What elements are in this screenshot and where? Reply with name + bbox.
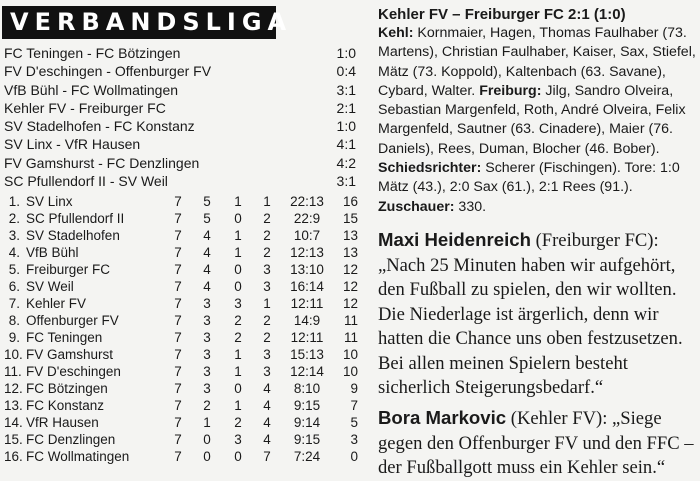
quote-markovic bbox=[378, 406, 696, 481]
table-points: 12 bbox=[342, 279, 358, 294]
table-team: VfR Hausen bbox=[26, 415, 99, 430]
table-lost: 1 bbox=[263, 296, 271, 311]
table-goals: 12:14 bbox=[290, 364, 324, 379]
table-row bbox=[4, 227, 360, 244]
table-rank: 12. bbox=[4, 381, 23, 396]
table-row bbox=[4, 414, 360, 431]
table-drawn: 2 bbox=[234, 415, 242, 430]
table-drawn: 0 bbox=[234, 381, 242, 396]
table-points: 11 bbox=[343, 330, 358, 345]
table-games: 7 bbox=[174, 296, 182, 311]
table-lost: 3 bbox=[263, 279, 271, 294]
table-team: FC Denzlingen bbox=[26, 432, 116, 447]
table-rank: 7. bbox=[8, 296, 20, 311]
table-drawn: 1 bbox=[234, 194, 242, 209]
quote-heidenreich bbox=[378, 228, 696, 401]
table-points: 13 bbox=[342, 245, 358, 260]
table-won: 4 bbox=[203, 228, 211, 243]
table-points: 9 bbox=[350, 381, 358, 396]
table-row bbox=[4, 363, 360, 380]
table-team: FV D'eschingen bbox=[26, 364, 121, 379]
table-goals: 22:9 bbox=[293, 211, 321, 226]
table-points: 0 bbox=[350, 449, 358, 464]
result-score: 0:4 bbox=[336, 63, 356, 80]
table-goals: 14:9 bbox=[293, 313, 321, 328]
table-lost: 3 bbox=[263, 262, 271, 277]
table-points: 10 bbox=[342, 364, 358, 379]
table-games: 7 bbox=[174, 415, 182, 430]
table-goals: 16:14 bbox=[290, 279, 324, 294]
table-games: 7 bbox=[174, 330, 182, 345]
table-lost: 4 bbox=[263, 432, 271, 447]
table-drawn: 0 bbox=[234, 449, 242, 464]
table-goals: 15:13 bbox=[290, 347, 324, 362]
table-row bbox=[4, 329, 360, 346]
table-team: VfB Bühl bbox=[26, 245, 79, 260]
table-lost: 7 bbox=[263, 449, 271, 464]
table-drawn: 3 bbox=[234, 432, 242, 447]
table-rank: 6. bbox=[8, 279, 20, 294]
result-match: SC Pfullendorf II - SV Weil bbox=[4, 173, 168, 190]
table-drawn: 1 bbox=[234, 228, 242, 243]
kehl-label: Kehl: bbox=[378, 25, 414, 41]
table-team: SV Weil bbox=[26, 279, 74, 294]
table-drawn: 0 bbox=[234, 262, 242, 277]
table-goals: 7:24 bbox=[293, 449, 321, 464]
freiburg-label: Freiburg: bbox=[479, 82, 542, 99]
table-games: 7 bbox=[174, 245, 182, 260]
table-lost: 2 bbox=[263, 228, 271, 243]
table-goals: 10:7 bbox=[293, 228, 321, 243]
result-match: VfB Bühl - FC Wollmatingen bbox=[4, 81, 179, 98]
table-games: 7 bbox=[174, 228, 182, 243]
table-won: 3 bbox=[203, 313, 211, 328]
table-row bbox=[4, 261, 360, 278]
referee-and-goals: Scherer (Fischingen). Tore: 1:0 Mätz (43.), 2:0 Sax (61.), 2:1 Rees (91.). bbox=[378, 160, 680, 196]
table-lost: 2 bbox=[263, 211, 271, 226]
table-points: 10 bbox=[342, 347, 358, 362]
table-games: 7 bbox=[174, 381, 182, 396]
match-report-body bbox=[378, 24, 696, 217]
quote-speaker: Bora Markovic bbox=[378, 407, 507, 428]
result-match: FV D'eschingen - Offenburger FV bbox=[4, 63, 212, 80]
league-banner: VERBANDSLIGA bbox=[2, 6, 276, 39]
table-rank: 11. bbox=[4, 364, 22, 379]
result-match: Kehler FV - Freiburger FC bbox=[4, 99, 166, 116]
quote-club: (Kehler FV): bbox=[506, 408, 613, 429]
result-row bbox=[4, 62, 356, 80]
table-team: FC Konstanz bbox=[26, 398, 105, 413]
table-won: 1 bbox=[203, 415, 211, 430]
table-drawn: 1 bbox=[234, 364, 242, 379]
table-rank: 1. bbox=[8, 194, 20, 209]
table-rank: 5. bbox=[8, 262, 20, 277]
table-won: 2 bbox=[203, 398, 211, 413]
table-games: 7 bbox=[174, 449, 182, 464]
table-games: 7 bbox=[174, 398, 182, 413]
table-won: 0 bbox=[203, 449, 211, 464]
result-row bbox=[4, 135, 356, 153]
table-won: 3 bbox=[203, 364, 211, 379]
result-row bbox=[4, 81, 356, 99]
table-won: 0 bbox=[203, 432, 211, 447]
kehl-lineup: Kornmaier, Hagen, Thomas Faulhaber (73. Martens), Christian Faulhaber, Kaiser, Sax, Stiefel, Mätz (73. Koppold), Kaltenbach (63. Savane), Cybard, Walter. bbox=[378, 25, 696, 99]
spectators-label: Zuschauer: bbox=[378, 198, 455, 215]
result-score: 4:2 bbox=[336, 154, 356, 171]
quote-club: (Freiburger FC): bbox=[530, 230, 659, 251]
table-won: 3 bbox=[203, 330, 211, 345]
result-score: 3:1 bbox=[336, 81, 356, 98]
result-row bbox=[4, 99, 356, 117]
table-games: 7 bbox=[174, 211, 182, 226]
result-score: 1:0 bbox=[336, 118, 356, 135]
result-match: SV Stadelhofen - FC Konstanz bbox=[4, 118, 195, 135]
table-games: 7 bbox=[174, 364, 182, 379]
table-won: 4 bbox=[203, 262, 211, 277]
table-rank: 9. bbox=[8, 330, 20, 345]
table-goals: 9:14 bbox=[293, 415, 321, 430]
table-team: Kehler FV bbox=[26, 296, 87, 311]
table-row bbox=[4, 244, 360, 261]
table-points: 12 bbox=[342, 296, 358, 311]
freiburg-lineup: Jilg, Sandro Olveira, Sebastian Margenfeld, Roth, André Olveira, Felix Margenfeld, Sautner (63. Cinadere), Maier (76. Daniels), Rees, Duman, Blocher (46. Bober). bbox=[378, 82, 686, 157]
table-team: FV Gamshurst bbox=[26, 347, 114, 362]
table-rank: 13. bbox=[4, 398, 23, 413]
table-games: 7 bbox=[174, 432, 182, 447]
referee-label: Schiedsrichter: bbox=[378, 160, 482, 177]
table-drawn: 2 bbox=[234, 330, 242, 345]
table-games: 7 bbox=[174, 262, 182, 277]
table-goals: 12:11 bbox=[290, 330, 324, 345]
table-team: FC Bötzingen bbox=[26, 381, 108, 396]
table-lost: 2 bbox=[263, 330, 271, 345]
standings-table bbox=[4, 193, 360, 465]
table-row bbox=[4, 278, 360, 295]
result-row bbox=[4, 172, 356, 190]
table-team: FC Wollmatingen bbox=[26, 449, 130, 464]
table-row bbox=[4, 312, 360, 329]
table-won: 4 bbox=[203, 245, 211, 260]
table-won: 3 bbox=[203, 347, 211, 362]
result-score: 4:1 bbox=[336, 136, 356, 153]
table-rank: 16. bbox=[4, 449, 23, 464]
table-row bbox=[4, 380, 360, 397]
result-score: 2:1 bbox=[336, 99, 356, 116]
result-match: FV Gamshurst - FC Denzlingen bbox=[4, 154, 200, 171]
table-lost: 4 bbox=[263, 398, 271, 413]
result-row bbox=[4, 117, 356, 135]
table-goals: 12:11 bbox=[290, 296, 324, 311]
table-drawn: 3 bbox=[234, 296, 242, 311]
table-points: 3 bbox=[350, 432, 358, 447]
quote-text: „Siege gegen den Offenburger FV und den FFC – der Fußballgott muss ein Kehler sein.“ bbox=[378, 408, 694, 478]
table-points: 7 bbox=[350, 398, 358, 413]
table-team: SV Stadelhofen bbox=[26, 228, 120, 243]
table-won: 4 bbox=[203, 279, 211, 294]
table-lost: 4 bbox=[263, 415, 271, 430]
table-rank: 14. bbox=[4, 415, 23, 430]
table-games: 7 bbox=[174, 347, 182, 362]
quote-speaker: Maxi Heidenreich bbox=[378, 229, 531, 250]
table-rank: 2. bbox=[8, 211, 20, 226]
results-list bbox=[4, 44, 356, 190]
table-lost: 2 bbox=[263, 313, 271, 328]
table-games: 7 bbox=[174, 313, 182, 328]
table-goals: 12:13 bbox=[290, 245, 324, 260]
table-games: 7 bbox=[174, 194, 182, 209]
table-row bbox=[4, 448, 360, 465]
table-lost: 3 bbox=[263, 347, 271, 362]
result-score: 3:1 bbox=[336, 173, 356, 190]
right-column bbox=[378, 6, 696, 478]
result-match: FC Teningen - FC Bötzingen bbox=[4, 45, 181, 61]
table-team: SC Pfullendorf II bbox=[26, 211, 125, 226]
table-games: 7 bbox=[174, 279, 182, 294]
table-team: SV Linx bbox=[26, 194, 73, 209]
table-points: 11 bbox=[343, 313, 358, 328]
table-rank: 15. bbox=[4, 432, 23, 447]
table-drawn: 1 bbox=[234, 245, 242, 260]
table-points: 12 bbox=[342, 262, 358, 277]
result-score: 1:0 bbox=[336, 45, 356, 61]
table-row bbox=[4, 397, 360, 414]
table-goals: 9:15 bbox=[293, 432, 321, 447]
table-row bbox=[4, 210, 360, 227]
table-goals: 9:15 bbox=[293, 398, 321, 413]
quote-text: „Nach 25 Minuten haben wir aufgehört, den Fußball zu spielen, den wir wollten. Die Niederlage ist ärgerlich, denn wir hatten die Chance uns oben festzusetzen. Bei allen meinen Spielern besteht sicherlich Steigerungsbedarf.“ bbox=[378, 254, 683, 398]
table-points: 16 bbox=[342, 194, 358, 209]
table-goals: 22:13 bbox=[290, 194, 324, 209]
table-team: FC Teningen bbox=[26, 330, 103, 345]
table-row bbox=[4, 346, 360, 363]
table-won: 5 bbox=[203, 194, 211, 209]
match-report-title: Kehler FV – Freiburger FC 2:1 (1:0) bbox=[378, 6, 626, 23]
table-team: Freiburger FC bbox=[26, 262, 111, 277]
table-won: 3 bbox=[203, 296, 211, 311]
table-goals: 13:10 bbox=[290, 262, 324, 277]
table-lost: 1 bbox=[263, 194, 271, 209]
table-drawn: 2 bbox=[234, 313, 242, 328]
table-points: 5 bbox=[350, 415, 358, 430]
table-rank: 4. bbox=[8, 245, 20, 260]
table-drawn: 1 bbox=[234, 398, 242, 413]
table-team: Offenburger FV bbox=[26, 313, 119, 328]
table-row bbox=[4, 295, 360, 312]
table-drawn: 0 bbox=[234, 211, 242, 226]
result-row bbox=[4, 44, 356, 62]
table-won: 3 bbox=[203, 381, 211, 396]
table-points: 13 bbox=[342, 228, 358, 243]
table-lost: 4 bbox=[263, 381, 271, 396]
table-rank: 8. bbox=[8, 313, 20, 328]
spectators-count: 330. bbox=[454, 198, 487, 215]
table-goals: 8:10 bbox=[293, 381, 321, 396]
table-drawn: 0 bbox=[234, 279, 242, 294]
table-drawn: 1 bbox=[234, 347, 242, 362]
result-match: SV Linx - VfR Hausen bbox=[4, 136, 141, 153]
table-rank: 10. bbox=[4, 347, 23, 362]
result-row bbox=[4, 154, 356, 172]
table-lost: 2 bbox=[263, 245, 271, 260]
table-points: 15 bbox=[342, 211, 358, 226]
table-row bbox=[4, 431, 360, 448]
table-won: 5 bbox=[203, 211, 211, 226]
table-rank: 3. bbox=[8, 228, 20, 243]
table-lost: 3 bbox=[263, 364, 271, 379]
table-row bbox=[4, 193, 360, 210]
